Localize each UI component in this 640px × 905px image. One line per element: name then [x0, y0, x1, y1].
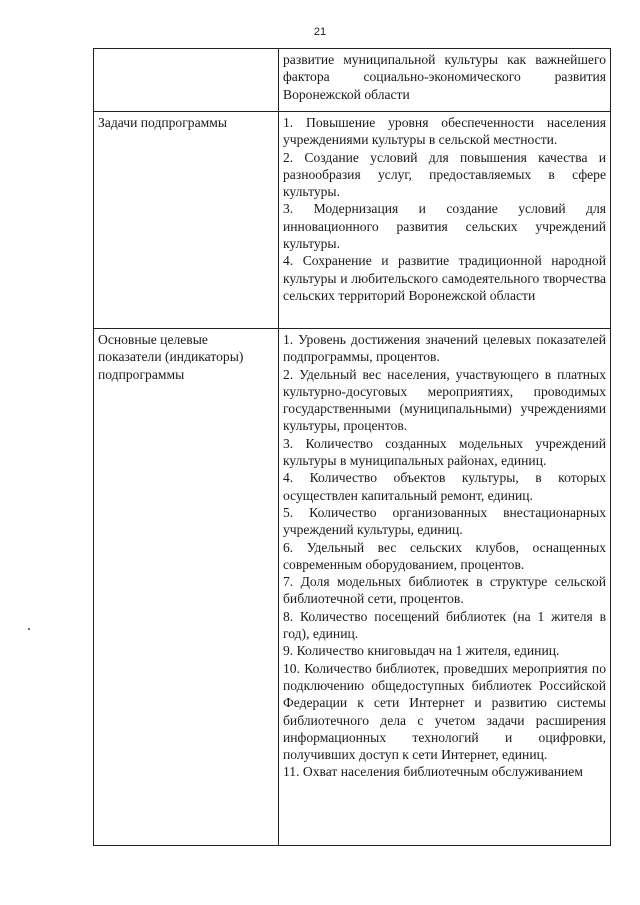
indicator-item: 2. Удельный вес населения, участвующего в платных культурно-досуговых мероприятиях, проводимых государственными (муниципальными) учреждениями культуры, процентов.: [283, 366, 606, 434]
indicator-item: 1. Уровень достижения значений целевых показателей подпрограммы, процентов.: [283, 332, 606, 365]
indicator-item: 11. Охват населения библиотечным обслуживанием: [283, 764, 583, 780]
program-passport-table: [93, 48, 611, 846]
tasks-label: Задачи подпрограммы: [98, 115, 227, 130]
page-number: 21: [313, 26, 327, 38]
task-item: 3. Модернизация и создание условий для инновационного развития сельских учреждений культуры.: [283, 201, 606, 252]
indicator-item: 6. Удельный вес сельских клубов, оснащенных современным оборудованием, процентов.: [283, 539, 606, 572]
indicators-label-cell: [94, 329, 279, 846]
table-row-tasks: [94, 112, 611, 329]
indicator-item: 10. Количество библиотек, проведших мероприятия по подключению общедоступных библиотек Российской Федерации к сети Интернет и развитию системы библиотечного дела с учетом задачи расширения информационных технологий и оцифровки, получивших доступ к сети Интернет, единиц.: [283, 660, 606, 763]
indicator-item: 5. Количество организованных внестационарных учреждений культуры, единиц.: [283, 504, 606, 538]
indicators-content-cell: [279, 329, 611, 846]
task-item: 1. Повышение уровня обеспеченности населения учреждениями культуры в сельской местности.: [283, 115, 606, 148]
margin-mark: [28, 628, 30, 630]
task-item: 4. Сохранение и развитие традиционной народной культуры и любительского самодеятельного творчества сельских территорий Воронежской области: [283, 253, 606, 303]
tasks-label-cell: [94, 112, 279, 329]
table-row-intro: [94, 49, 611, 112]
indicators-label: Основные целевые показатели (индикаторы) подпрограммы: [98, 332, 244, 382]
table-row-indicators: [94, 329, 611, 846]
intro-content-cell: [279, 49, 611, 112]
intro-text: развитие муниципальной культуры как важнейшего фактора социально-экономического развития Воронежской области: [283, 52, 606, 102]
indicator-item: 3. Количество созданных модельных учреждений культуры в муниципальных районах, единиц.: [283, 435, 606, 469]
indicator-item: 8. Количество посещений библиотек (на 1 жителя в год), единиц.: [283, 608, 606, 642]
intro-label-cell: [94, 49, 279, 112]
indicator-item: 9. Количество книговыдач на 1 жителя, единиц.: [283, 643, 560, 659]
indicator-item: 7. Доля модельных библиотек в структуре сельской библиотечной сети, процентов.: [283, 574, 606, 607]
indicator-item: 4. Количество объектов культуры, в которых осуществлен капитальный ремонт, единиц.: [283, 470, 606, 503]
task-item: 2. Создание условий для повышения качества и разнообразия услуг, предоставляемых в сфере культуры.: [283, 149, 606, 200]
tasks-content-cell: [279, 112, 611, 329]
